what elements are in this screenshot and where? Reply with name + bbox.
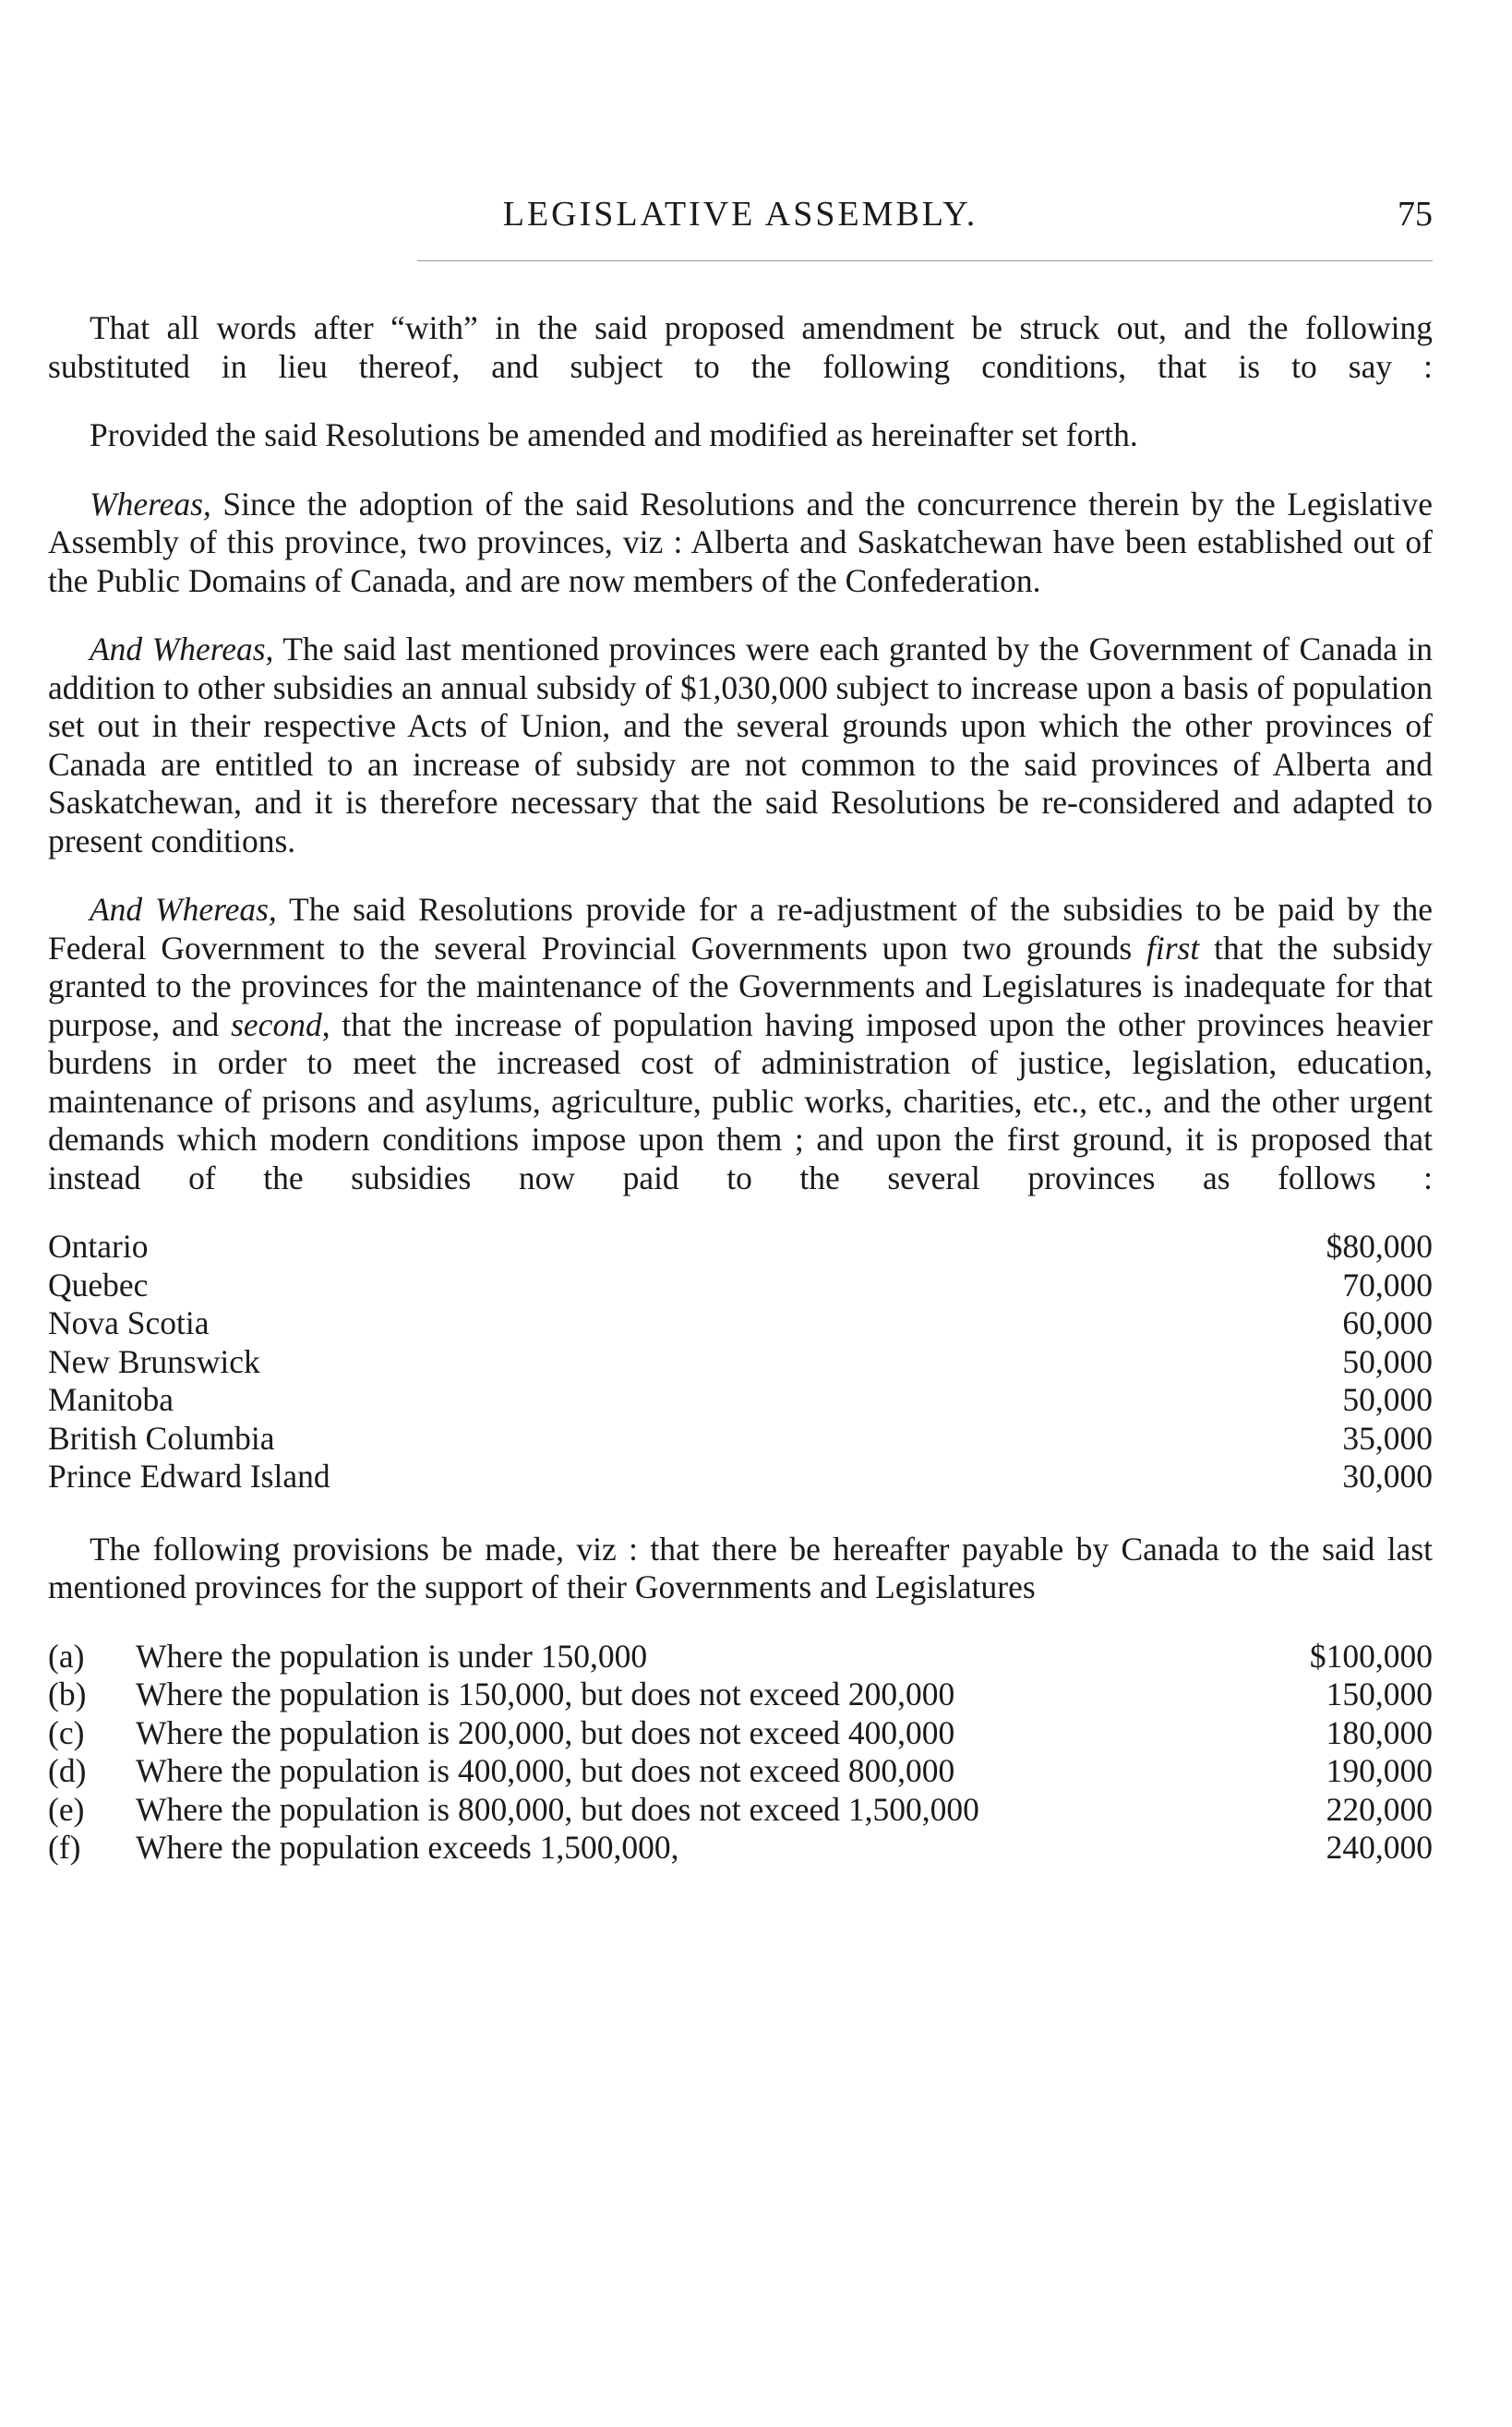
tier-amount: 240,000 <box>1326 1829 1433 1866</box>
tier-condition: Where the population is 400,000, but does not exceed 800,000 <box>136 1752 955 1789</box>
tier-amount: 220,000 <box>1326 1790 1433 1828</box>
whereas-lead: And Whereas, <box>90 631 274 667</box>
page-header <box>48 194 1433 240</box>
paragraph-proviso <box>48 416 1433 455</box>
tier-label <box>48 1791 979 1830</box>
tier-amount: 190,000 <box>1326 1752 1433 1789</box>
subsidy-row <box>48 1458 1433 1496</box>
emphasis-second: second <box>231 1005 322 1043</box>
subsidy-amount: 30,000 <box>1342 1458 1433 1495</box>
province-name: New Brunswick <box>48 1342 260 1380</box>
province-name: Manitoba <box>48 1381 174 1418</box>
paragraph-text: That all words after “with” in the said proposed amendment be struck out, and the following substituted in lieu thereof, and subject to the following conditions, that is to say : <box>48 309 1433 385</box>
emphasis-first: first <box>1146 929 1200 967</box>
paragraph-text: Provided the said Resolutions be amended and modified as hereinafter set forth. <box>90 416 1138 453</box>
subsidy-amount: 60,000 <box>1342 1304 1433 1341</box>
paragraph-whereas-2 <box>48 631 1433 860</box>
tier-amount: $100,000 <box>1309 1637 1433 1675</box>
header-rule <box>417 260 1433 261</box>
tier-key: (f) <box>48 1829 81 1866</box>
whereas-lead: Whereas, <box>90 485 211 523</box>
document-body <box>48 309 1433 1902</box>
paragraph-text: , that the increase of population having imposed upon the other provinces heavier burdens in order to meet the increased cost of administration of justice, legislation, education, maintenance of prisons and asylums, agriculture, public works, charities, etc., etc., and the other urgent demands which modern conditions impose upon them ; and upon the first ground, it is proposed that instead of the subsidies now paid to the several provinces as follows : <box>48 1005 1433 1196</box>
tier-label <box>48 1638 647 1676</box>
tier-row <box>48 1714 1433 1753</box>
whereas-lead: And Whereas, <box>90 891 277 928</box>
tier-condition: Where the population is 800,000, but does not exceed 1,500,000 <box>136 1790 979 1828</box>
subsidy-amount: 35,000 <box>1342 1419 1433 1457</box>
tier-amount: 150,000 <box>1326 1676 1433 1712</box>
tier-key: (c) <box>48 1713 85 1751</box>
running-title: LEGISLATIVE ASSEMBLY. <box>502 195 978 234</box>
page-number: 75 <box>1398 195 1433 234</box>
subsidy-amount: $80,000 <box>1326 1228 1433 1265</box>
paragraph-text: The said last mentioned provinces were each granted by the Government of Canada in addition to other subsidies an annual subsidy of $1,030,000 subject to increase upon a basis of population set out in their respective Acts of Union, and the several grounds upon which the other provinces of Canada are entitled to an increase of subsidy are not common to the said provinces of Alberta and Saskatchewan, and it is therefore necessary that the said Resolutions be re-considered and adapted to present conditions. <box>48 631 1433 859</box>
tier-condition: Where the population is 150,000, but does not exceed 200,000 <box>136 1676 955 1712</box>
tier-key: (a) <box>48 1637 85 1675</box>
province-name: Quebec <box>48 1266 149 1304</box>
province-name: British Columbia <box>48 1419 275 1457</box>
tier-key: (d) <box>48 1752 87 1789</box>
subsidy-amount: 50,000 <box>1342 1342 1433 1380</box>
province-name: Prince Edward Island <box>48 1458 330 1495</box>
subsidy-row <box>48 1420 1433 1459</box>
tier-row <box>48 1829 1433 1868</box>
subsidy-row <box>48 1267 1433 1305</box>
paragraph-provisions <box>48 1531 1433 1607</box>
tier-label <box>48 1829 679 1868</box>
subsidy-row <box>48 1304 1433 1343</box>
paragraph-text: The following provisions be made, viz : that there be hereafter payable by Canada to the said last mentioned provinces for the support of their Governments and Legislatures <box>48 1530 1433 1605</box>
paragraph-text: The said Resolutions provide for a re-adjustment of the subsidies to be paid by the Federal Government to the several Provincial Governments upon two grounds <box>48 891 1433 967</box>
tier-condition: Where the population is under 150,000 <box>136 1637 648 1675</box>
tier-row <box>48 1676 1433 1714</box>
tier-row <box>48 1752 1433 1791</box>
subsidy-table <box>48 1228 1433 1496</box>
province-name: Nova Scotia <box>48 1304 210 1341</box>
tier-label <box>48 1752 954 1791</box>
tier-row <box>48 1638 1433 1676</box>
tier-key: (b) <box>48 1676 87 1712</box>
province-name: Ontario <box>48 1228 149 1265</box>
paragraph-text: that the subsidy granted to the provinces for the maintenance of the Governments and Legislatures is inadequate for that purpose, and <box>48 929 1433 1043</box>
subsidy-row <box>48 1381 1433 1420</box>
subsidy-amount: 70,000 <box>1342 1266 1433 1304</box>
subsidy-row <box>48 1228 1433 1267</box>
tier-condition: Where the population exceeds 1,500,000, <box>136 1829 679 1866</box>
paragraph-amendment <box>48 309 1433 386</box>
tier-key: (e) <box>48 1790 85 1828</box>
tier-condition: Where the population is 200,000, but does not exceed 400,000 <box>136 1713 955 1751</box>
subsidy-row <box>48 1343 1433 1382</box>
paragraph-text: Since the adoption of the said Resolutions and the concurrence therein by the Legislative Assembly of this province, two provinces, viz : Alberta and Saskatchewan have been established out of the Public Domains of Canada, and are now members of the Confederation. <box>48 485 1433 599</box>
paragraph-whereas-1 <box>48 486 1433 601</box>
paragraph-whereas-3 <box>48 891 1433 1197</box>
tier-amount: 180,000 <box>1326 1713 1433 1751</box>
tier-row <box>48 1791 1433 1830</box>
tier-label <box>48 1676 954 1714</box>
population-tier-table <box>48 1638 1433 1868</box>
subsidy-amount: 50,000 <box>1342 1381 1433 1418</box>
tier-label <box>48 1714 954 1753</box>
